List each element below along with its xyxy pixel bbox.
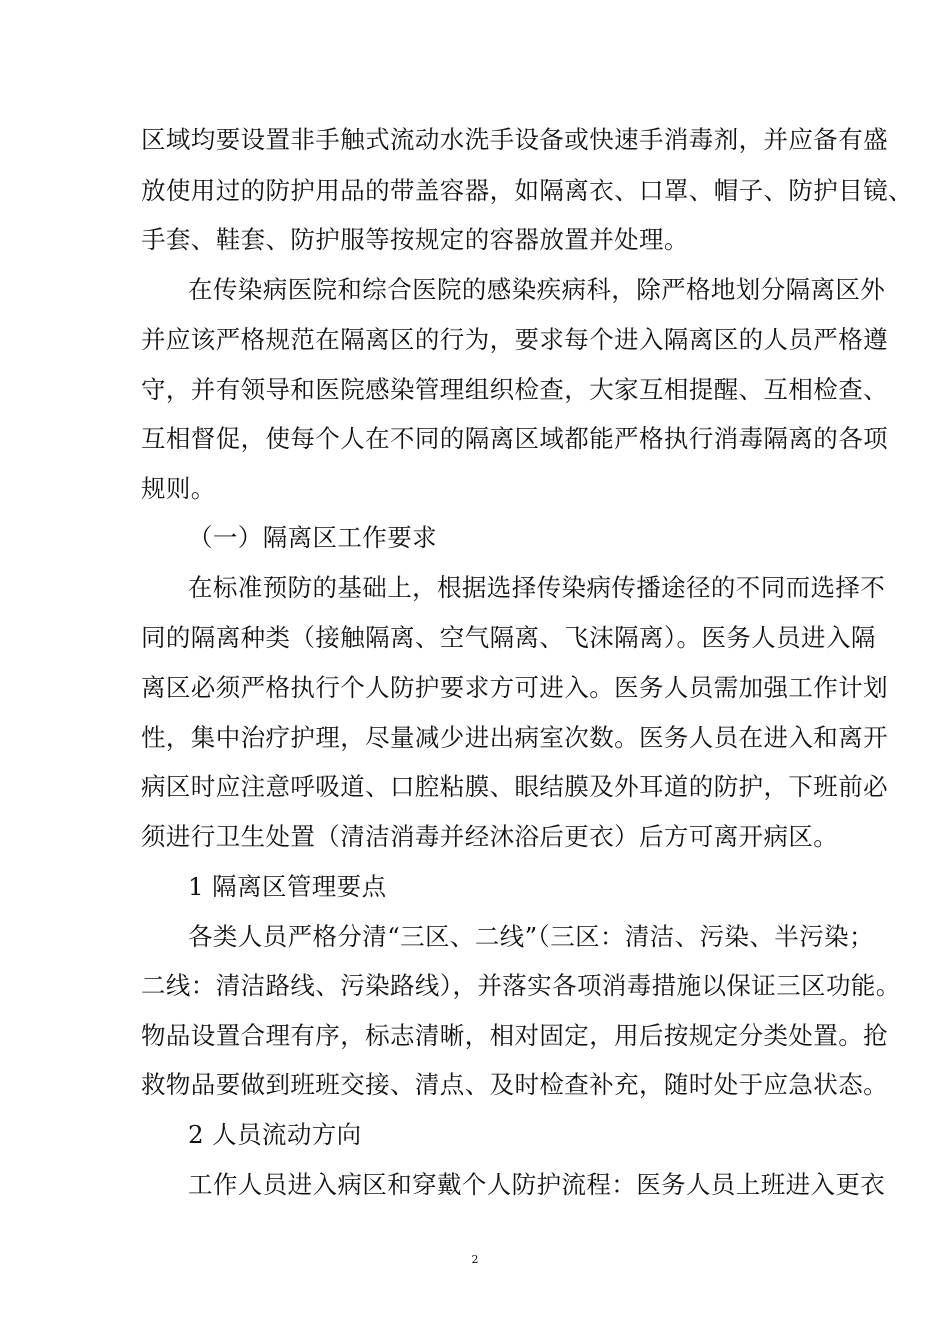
body-text-line: 病区时应注意呼吸道、口腔粘膜、眼结膜及外耳道的防护，下班前必 [141,772,888,801]
page-number: 2 [471,1253,479,1266]
body-text-line: 守，并有领导和医院感染管理组织检查，大家互相提醒、互相检查、 [141,375,888,404]
body-text-line: 互相督促，使每个人在不同的隔离区域都能严格执行消毒隔离的各项 [141,424,888,453]
paragraph-first-line: 工作人员进入病区和穿戴个人防护流程：医务人员上班进入更衣 [188,1170,886,1199]
body-text-line: 离区必须严格执行个人防护要求方可进入。医务人员需加强工作计划 [141,673,888,702]
body-text-line: 须进行卫生处置（清洁消毒并经沐浴后更衣）后方可离开病区。 [141,822,839,851]
paragraph-first-line: 在传染病医院和综合医院的感染疾病科，除严格地划分隔离区外 [188,275,886,304]
body-text-line: 并应该严格规范在隔离区的行为，要求每个进入隔离区的人员严格遵 [141,325,888,354]
body-text-line: 物品设置合理有序，标志清晰，相对固定，用后按规定分类处置。抢 [141,1021,888,1050]
subsection-heading: 1 隔离区管理要点 [188,872,387,901]
paragraph-first-line: 各类人员严格分清“三区、二线”（三区：清洁、污染、半污染； [188,922,874,951]
body-text-line: 性，集中治疗护理，尽量减少进出病室次数。医务人员在进入和离开 [141,723,888,752]
body-text-line: 区域均要设置非手触式流动水洗手设备或快速手消毒剂，并应备有盛 [141,125,888,154]
body-text-line: 放使用过的防护用品的带盖容器，如隔离衣、口罩、帽子、防护目镜、 [141,176,913,205]
body-text-line: 手套、鞋套、防护服等按规定的容器放置并处理。 [141,225,689,254]
body-text-line: 二线：清洁路线、污染路线），并落实各项消毒措施以保证三区功能。 [141,971,901,1000]
subsection-heading: 2 人员流动方向 [188,1120,362,1149]
body-text-line: 救物品要做到班班交接、清点、及时检查补充，随时处于应急状态。 [141,1070,888,1099]
body-text-line: 规则。 [141,474,216,503]
paragraph-first-line: 在标准预防的基础上，根据选择传染病传播途径的不同而选择不 [188,573,886,602]
body-text-line: 同的隔离种类（接触隔离、空气隔离、飞沫隔离）。医务人员进入隔 [141,623,876,652]
section-heading: （一）隔离区工作要求 [188,523,437,552]
